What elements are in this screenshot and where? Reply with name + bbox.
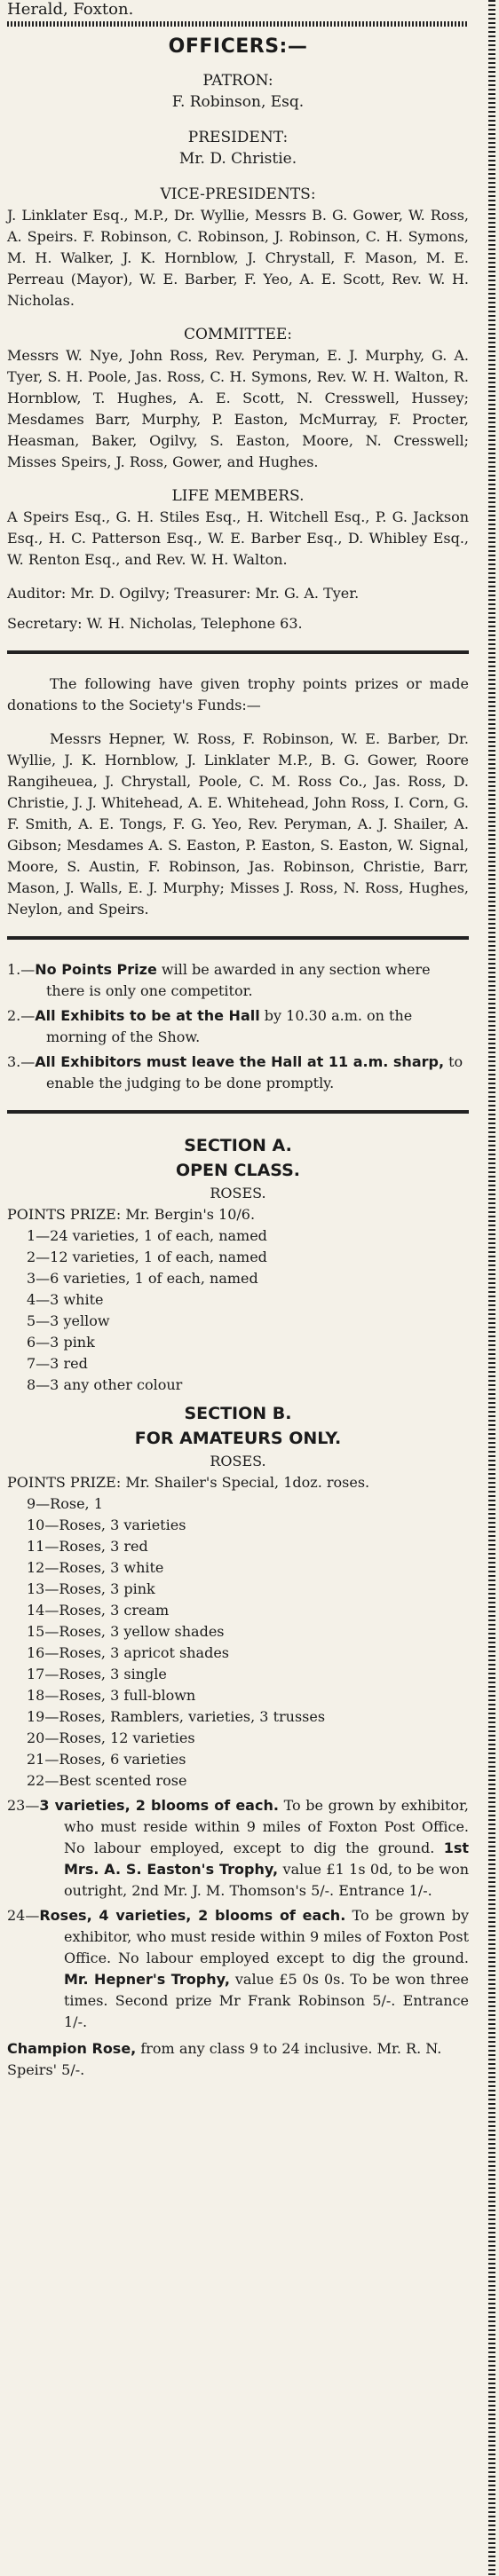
section-b-entries [7,1493,469,1792]
section-b-points-prize: POINTS PRIZE: Mr. Shailer's Special, 1doz. roses. [7,1474,370,1491]
president-label: PRESIDENT: [187,129,289,146]
list-item: 18—Roses, 3 full-blown [27,1687,196,1704]
list-item: 7—3 red [27,1355,88,1372]
president-name: Mr. D. Christie. [178,150,297,168]
list-item: 20—Roses, 12 varieties [27,1729,195,1746]
section-a-title: SECTION A. [184,1136,292,1155]
committee-label: COMMITTEE: [183,326,292,343]
list-item: 19—Roses, Ramblers, varieties, 3 trusses [27,1708,326,1725]
section-a-points-prize: POINTS PRIZE: Mr. Bergin's 10/6. [7,1206,256,1223]
rule-item: 3.—All Exhibitors must leave the Hall at 11 a.m. sharp, to enable the judging to be done promptly. [7,1053,463,1091]
list-item: 11—Roses, 3 red [27,1538,148,1555]
list-item: 15—Roses, 3 yellow shades [27,1623,225,1640]
section-a-entries [7,1225,469,1396]
list-item: 21—Roses, 6 varieties [27,1751,186,1768]
officers-title: OFFICERS:— [168,35,308,58]
section-b-title: SECTION B. [184,1404,292,1423]
entry-24: 24—Roses, 4 varieties, 2 blooms of each. To be grown by exhibitor, who must reside within 9 miles of Foxton Post Office. No labour employed except to dig the ground. Mr. Hepner's Trophy, value £5 0s 0s. To be won three times. Second prize Mr Frank Robinson 5/-. Entrance 1/-. [7,1907,470,2030]
list-item: 5—3 yellow [27,1312,110,1329]
list-item: 1—24 varieties, 1 of each, named [27,1227,267,1244]
list-item: 9—Rose, 1 [27,1495,103,1512]
committee-list: Messrs W. Nye, John Ross, Rev. Peryman, E. J. Murphy, G. A. Tyer, S. H. Poole, Jas. Ross, C. H. Symons, Rev. W. H. Walton, R. Hornblow, T. Hughes, A. E. Scott, N. Cresswell, Hussey; Mesdames Barr, Murphy, P. Easton, McMurray, F. Procter, Heasman, Baker, Ogilvy, S. Easton, Moore, N. Cresswell; Misses Speirs, J. Ross, Gower, and Hughes. [7,347,469,470]
vice-presidents-label: VICE-PRESIDENTS: [160,185,316,203]
life-members-label: LIFE MEMBERS. [171,487,305,505]
secretary: Secretary: W. H. Nicholas, Telephone 63. [7,615,303,632]
champion-rose: Champion Rose, from any class 9 to 24 inclusive. Mr. R. N. Speirs' 5/-. [7,2040,442,2078]
top-line: Herald, Foxton. [7,0,134,19]
section-a-subtitle: OPEN CLASS. [175,1161,301,1180]
section-b-category: ROSES. [210,1453,266,1469]
column-border-right [488,0,495,2576]
entry-23: 23—3 varieties, 2 blooms of each. To be grown by exhibitor, who must reside within 9 miles of Foxton Post Office. No labour employed, except to dig the ground. 1st Mrs. A. S. Easton's Trophy, value £1 1s 0d, to be won outright, 2nd Mr. J. M. Thomson's 5/-. Entrance 1/-. [7,1797,470,1899]
list-item: 8—3 any other colour [27,1376,183,1393]
patron-label: PATRON: [202,72,273,90]
life-members-list: A Speirs Esq., G. H. Stiles Esq., H. Witchell Esq., P. G. Jackson Esq., H. C. Patterson Esq., W. E. Barber Esq., D. Whibley Esq., W. Renton Esq., and Rev. W. H. Walton. [7,508,469,568]
heavy-divider [7,650,469,654]
section-a-category: ROSES. [210,1185,266,1201]
list-item: 17—Roses, 3 single [27,1666,167,1682]
list-item: 16—Roses, 3 apricot shades [27,1644,229,1661]
patron-name: F. Robinson, Esq. [171,93,305,111]
auditor-treasurer: Auditor: Mr. D. Ogilvy; Treasurer: Mr. G. A. Tyer. [7,585,360,602]
heavy-divider-2 [7,936,469,940]
donors-intro: The following have given trophy points prizes or made donations to the Society's Funds:— [7,675,469,713]
dotted-divider [7,21,469,27]
rule-item: 1.—No Points Prize will be awarded in any section where there is only one competitor. [7,961,431,999]
list-item: 4—3 white [27,1291,104,1308]
list-item: 14—Roses, 3 cream [27,1602,170,1619]
section-b-subtitle: FOR AMATEURS ONLY. [134,1429,342,1448]
list-item: 2—12 varieties, 1 of each, named [27,1249,267,1265]
heavy-divider-3 [7,1110,469,1114]
list-item: 6—3 pink [27,1334,95,1351]
donors-list: Messrs Hepner, W. Ross, F. Robinson, W. E. Barber, Dr. Wyllie, J. K. Hornblow, J. Linklater M.P., B. G. Gower, Roore Rangiheuea, J. Chrystall, Poole, C. M. Ross Co., Jas. Ross, D. Christie, J. J. Whitehead, A. E. Whitehead, John Ross, I. Corn, G. F. Smith, A. E. Tongs, F. G. Yeo, Rev. Peryman, A. J. Shailer, A. Gibson; Mesdames A. S. Easton, P. Easton, S. Easton, W. Signal, Moore, S. Austin, F. Robinson, Jas. Robinson, Christie, Barr, Mason, J. Walls, E. J. Murphy; Misses J. Ross, N. Ross, Hughes, Neylon, and Speirs. [7,730,469,918]
list-item: 3—6 varieties, 1 of each, named [27,1270,258,1287]
list-item: 22—Best scented rose [27,1772,187,1789]
schedule-column [7,0,469,2081]
list-item: 12—Roses, 3 white [27,1559,164,1576]
rule-item: 2.—All Exhibits to be at the Hall by 10.30 a.m. on the morning of the Show. [7,1007,413,1045]
list-item: 13—Roses, 3 pink [27,1580,155,1597]
vice-presidents-list: J. Linklater Esq., M.P., Dr. Wyllie, Messrs B. G. Gower, W. Ross, A. Speirs. F. Robinson, C. Robinson, J. Robinson, C. H. Symons, M. H. Walker, J. K. Hornblow, J. Chrystall, F. Mason, M. E. Perreau (Mayor), W. E. Barber, F. Yeo, A. E. Scott, Rev. W. H. Nicholas. [7,207,469,309]
list-item: 10—Roses, 3 varieties [27,1516,186,1533]
